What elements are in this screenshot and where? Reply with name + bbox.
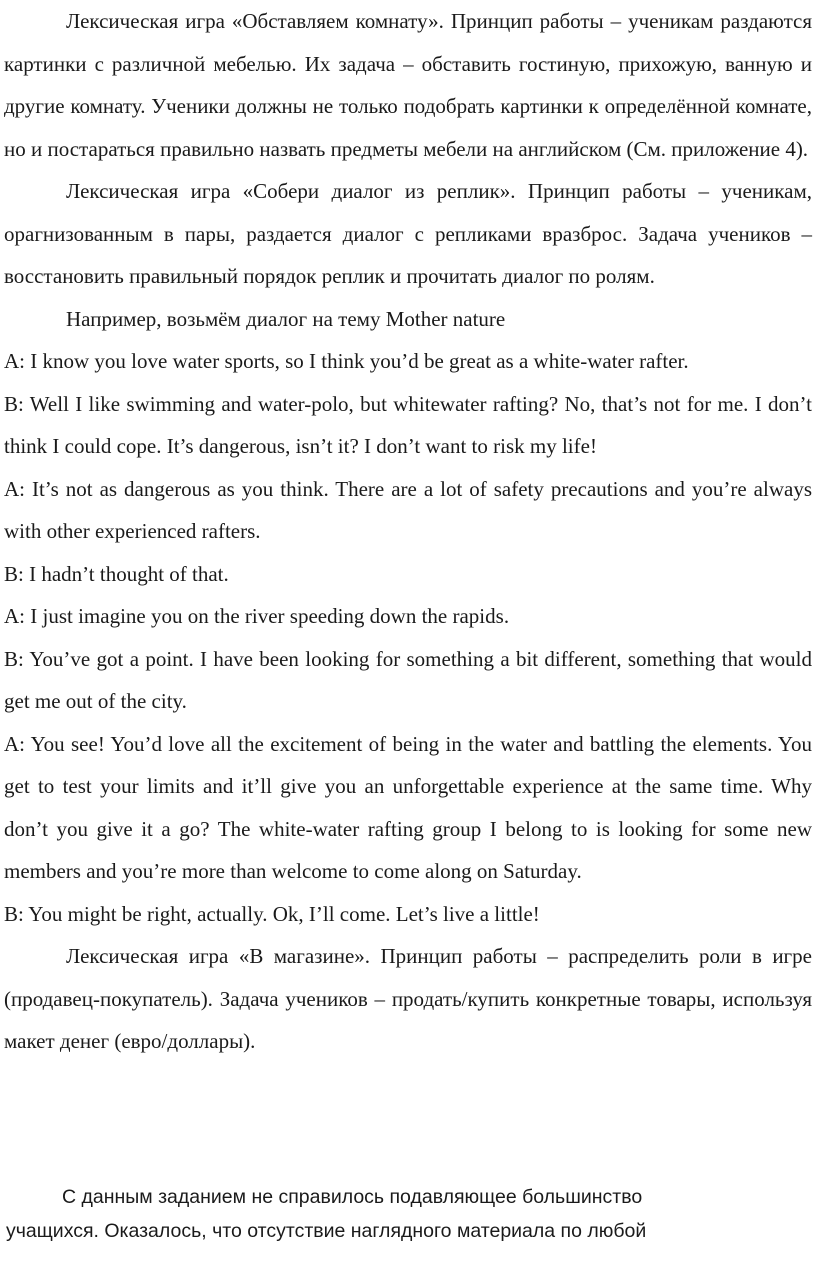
dialogue-line: A: I just imagine you on the river speeding down the rapids. <box>4 604 510 628</box>
dialogue-line: B: I hadn’t thought of that. <box>4 561 229 586</box>
dialogue-line: A: It’s not as dangerous as you think. There are a lot of safety precautions and you’re always with other experienced rafters. <box>4 476 812 543</box>
paragraph-dialogue-game: Лексическая игра «Собери диалог из реплик». Принцип работы – ученикам, орагнизованным в пары, раздается диалог с репликами вразброс. Задача учеников – восстановить правильный порядок реплик и прочитать диалог по ролям. <box>4 179 812 288</box>
paragraph-shop-game: Лексическая игра «В магазине». Принцип работы – распределить роли в игре (продавец-покупатель). Задача учеников – продать/купить конкретные товары, используя макет денег (евро/доллары). <box>4 944 812 1053</box>
main-text-block <box>2 0 814 1063</box>
dialogue-line: A: You see! You’d love all the excitement of being in the water and battling the elements. You get to test your limits and it’ll give you an unforgettable experience at the same time. Why don’t you give it a go? The white-water rafting group I belong to is looking for some new members and you’re more than welcome to come along on Saturday. <box>4 731 812 883</box>
footer-line: С данным заданием не справилось подавляющее большинство <box>62 1186 643 1208</box>
dialogue-line: B: You’ve got a point. I have been looking for something a bit different, something that would get me out of the city. <box>4 646 812 713</box>
footer-line: учащихся. Оказалось, что отсутствие наглядного материала по любой <box>6 1220 647 1242</box>
dialogue-line: B: You might be right, actually. Ok, I’ll come. Let’s live a little! <box>4 901 540 926</box>
dialogue-line: A: I know you love water sports, so I think you’d be great as a white-water rafter. <box>4 349 689 373</box>
footer-text-block <box>0 1180 816 1248</box>
dialogue-line: B: Well I like swimming and water-polo, but whitewater rafting? No, that’s not for me. I don’t think I could cope. It’s dangerous, isn’t it? I don’t want to risk my life! <box>4 391 812 458</box>
paragraph-furniture-game: Лексическая игра «Обставляем комнату». Принцип работы – ученикам раздаются картинки с различной мебелью. Их задача – обставить гостиную, прихожую, ванную и другие комнату. Ученики должны не только подобрать картинки к определённой комнате, но и постараться правильно назвать предметы мебели на английском (См. приложение 4). <box>4 9 812 161</box>
paragraph-example-intro: Например, возьмём диалог на тему Mother nature <box>66 306 506 331</box>
